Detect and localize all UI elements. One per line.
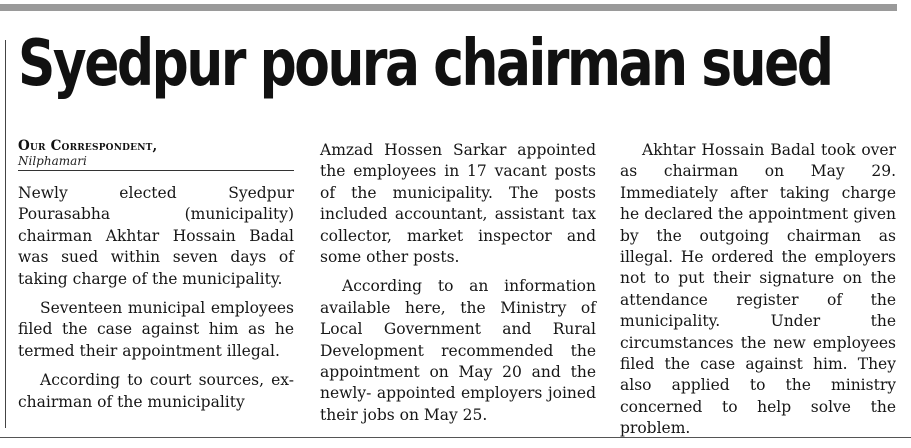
paragraph: Akhtar Hossain Badal took over as chairman on May 29. Immediately after taking charge he declared the appointment given by the outgoing chairman as illegal. He ordered the employers not to put their signature on the attendance register of the municipality. Under the circumstances the new employees filed the case against him. They also applied to the ministry concerned to help solve the problem. xyxy=(620,141,896,438)
byline-location: Nilphamari xyxy=(18,154,294,171)
byline-author: Our Correspondent, xyxy=(18,138,158,154)
column-2 xyxy=(320,140,596,434)
paragraph: Newly elected Syedpur Pourasabha (municipality) chairman Akhtar Hossain Badal was sued within seven days of taking charge of the municipality. xyxy=(18,184,294,288)
bottom-rule xyxy=(0,437,911,438)
column-1 xyxy=(18,138,294,421)
paragraph: Seventeen municipal employees filed the case against him as he termed their appointment illegal. xyxy=(18,299,294,360)
column-3 xyxy=(620,140,896,448)
paragraph: Amzad Hossen Sarkar appointed the employees in 17 vacant posts of the municipality. The posts included accountant, assistant tax collector, market inspector and some other posts. xyxy=(320,141,596,267)
paragraph: According to court sources, ex-chairman of the municipality xyxy=(18,371,294,411)
paragraph: According to an information available here, the Ministry of Local Government and Rural Development recommended the appointment on May 20 and the newly- appointed employers joined their jobs on May 25. xyxy=(320,277,596,424)
left-column-rule xyxy=(5,40,6,428)
top-rule xyxy=(0,4,897,11)
headline: Syedpur poura chairman sued xyxy=(18,27,832,101)
